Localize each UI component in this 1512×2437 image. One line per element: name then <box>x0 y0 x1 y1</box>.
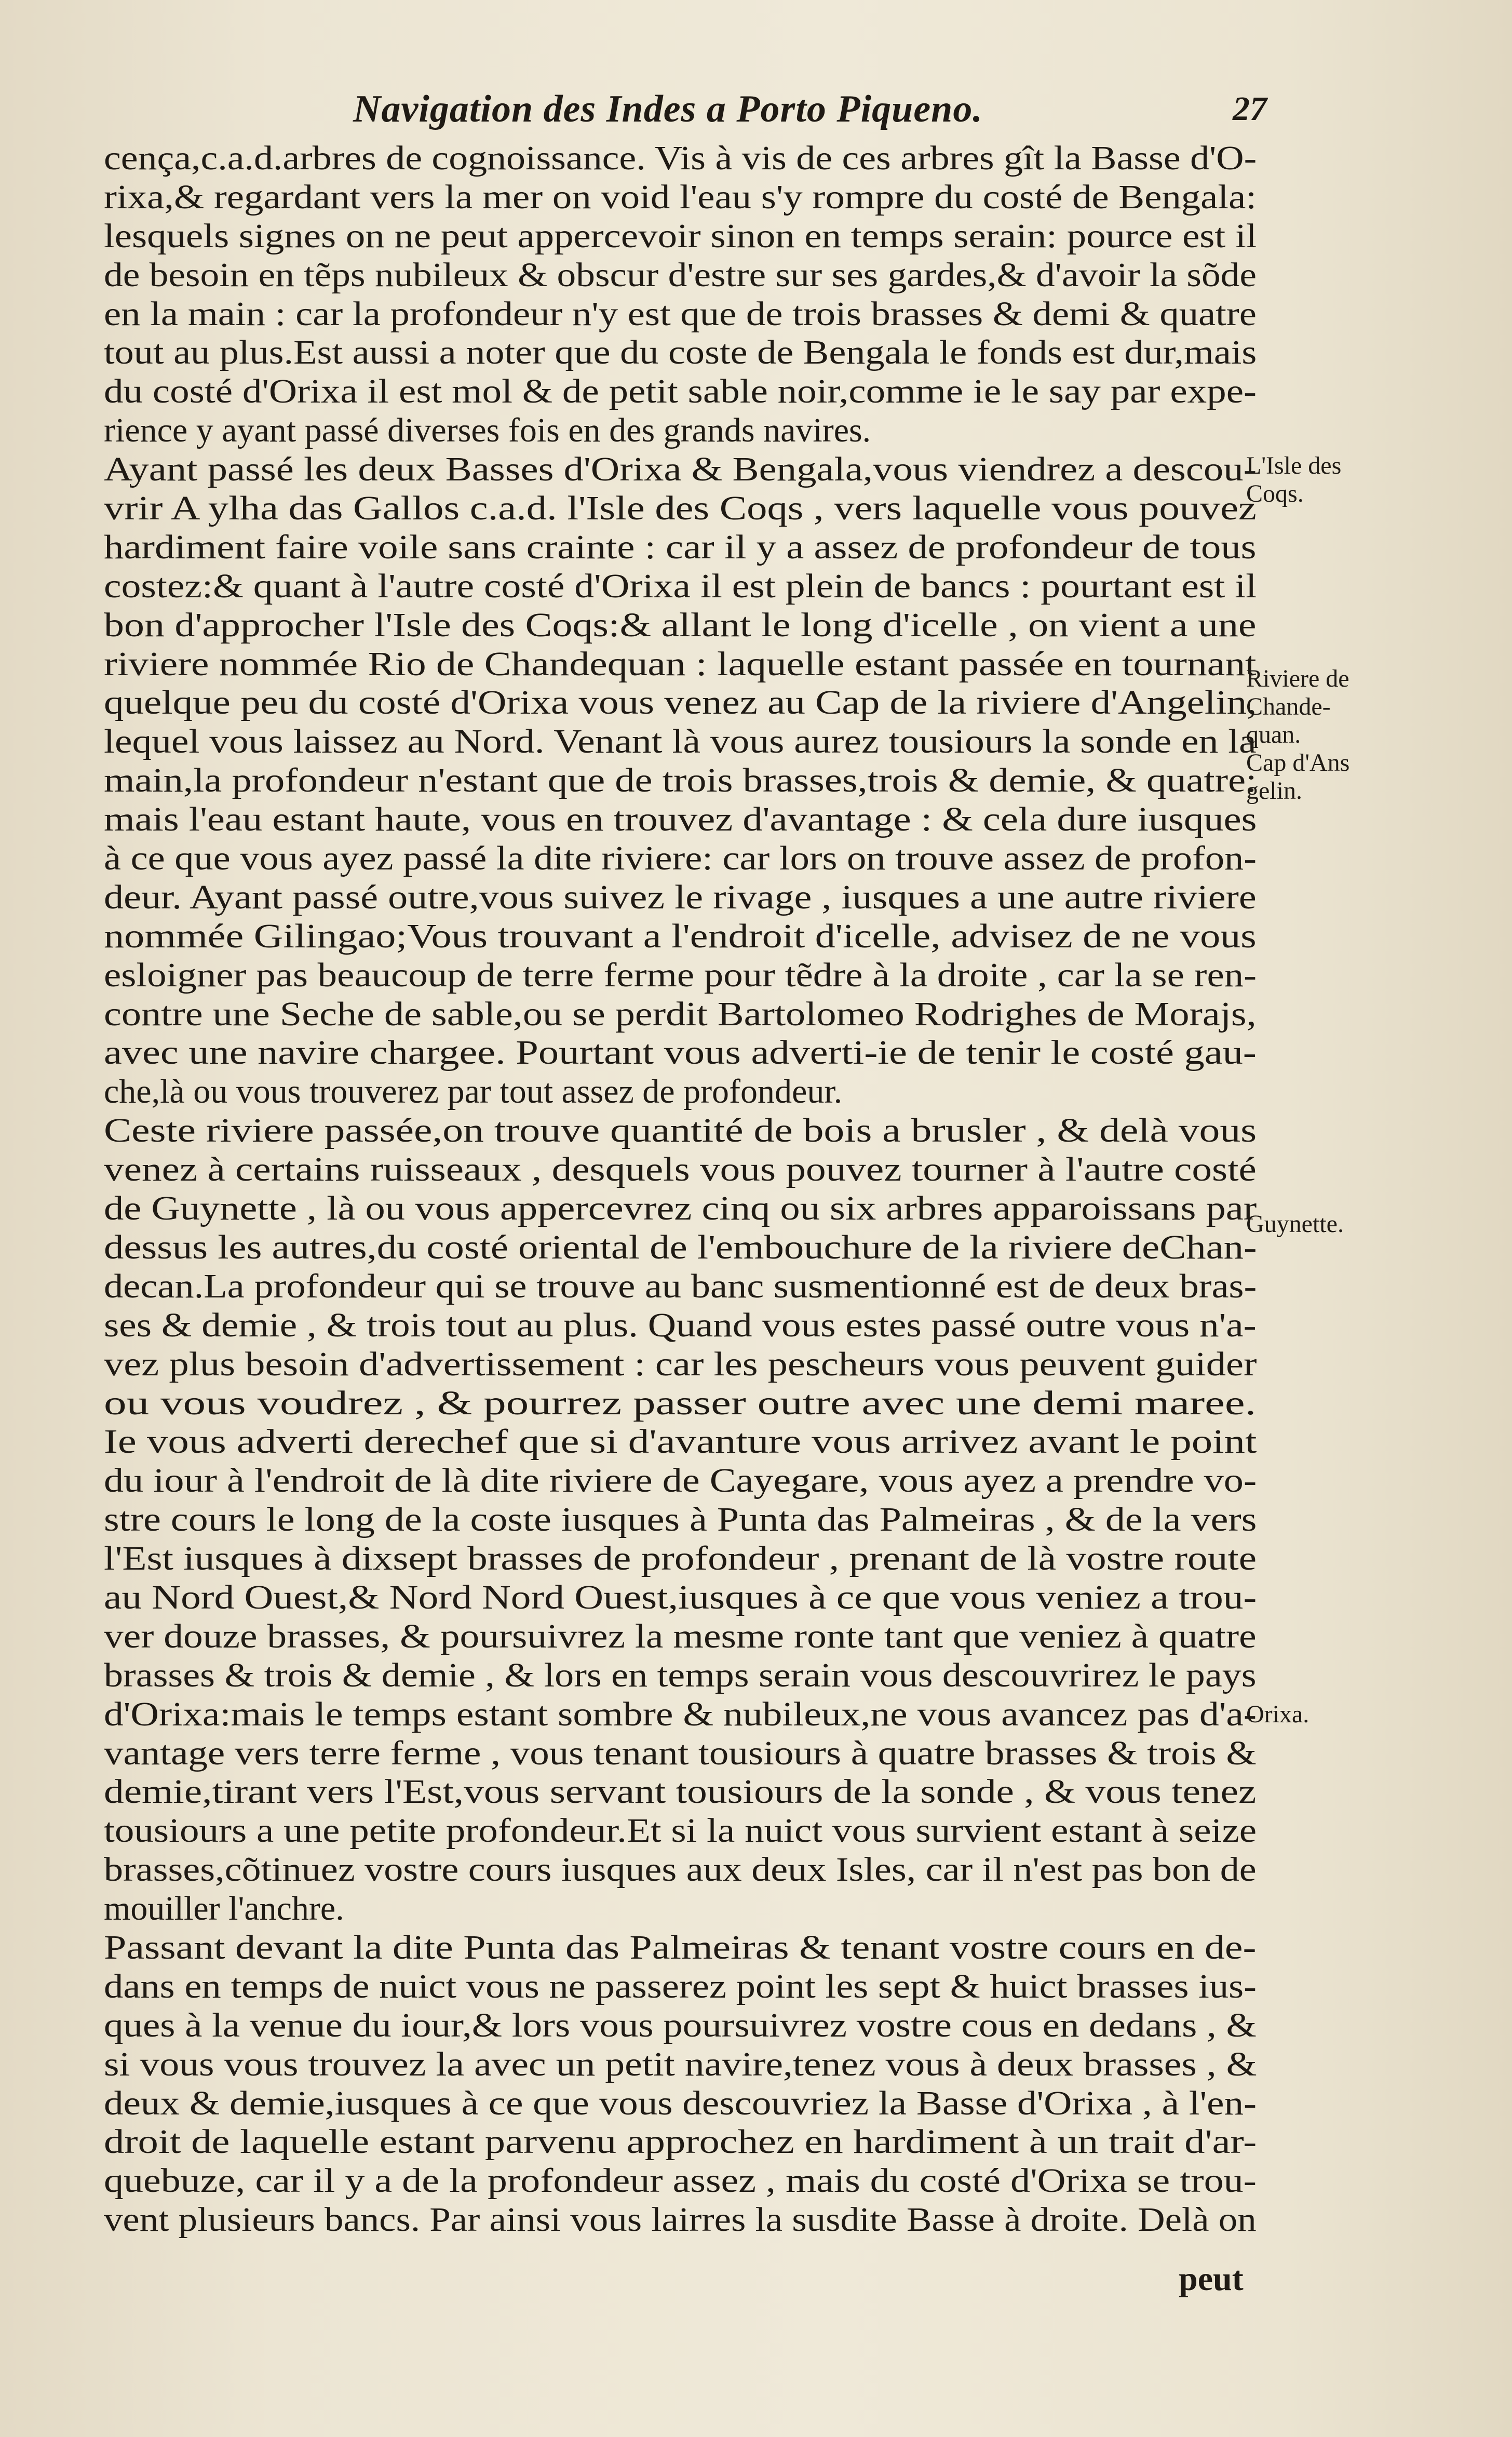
text-line: tousiours a une petite profondeur.Et si la nuict vous survient estant à seize <box>104 1812 1257 1850</box>
note-line: quan. <box>1246 721 1301 748</box>
text-line: deur. Ayant passé outre,vous suivez le rivage , iusques a une autre riviere <box>104 878 1257 916</box>
text-line: rience y ayant passé diverses fois en des grands navires. <box>104 411 871 450</box>
text-line: hardiment faire voile sans crainte : car il y a assez de profondeur de tous <box>104 528 1257 566</box>
note-line: Coqs. <box>1246 480 1304 507</box>
text-line: droit de laquelle estant parvenu approchez en hardiment à un trait d'ar- <box>104 2123 1257 2161</box>
text-line: ou vous voudrez , & pourrez passer outre avec une demi maree. <box>104 1384 1257 1422</box>
text-line: contre une Seche de sable,ou se perdit Bartolomeo Rodrighes de Morajs, <box>104 995 1257 1033</box>
text-line: ses & demie , & trois tout au plus. Quand vous estes passé outre vous n'a- <box>104 1306 1257 1344</box>
text-line: Ayant passé les deux Basses d'Orixa & Bengala,vous viendrez a descou- <box>104 450 1257 489</box>
note-line: Cap d'Ans <box>1246 749 1350 776</box>
text-line: riviere nommée Rio de Chandequan : laquelle estant passée en tournant <box>104 645 1257 683</box>
text-line: bon d'approcher l'Isle des Coqs:& allant le long d'icelle , on vient a une <box>104 606 1257 644</box>
body-text <box>104 139 1257 2240</box>
note-line: gelin. <box>1246 777 1302 805</box>
text-line: de Guynette , là ou vous appercevrez cinq ou six arbres apparoissans par <box>104 1189 1257 1228</box>
marginal-note-isle-des-coqs <box>1246 452 1402 508</box>
note-line: Guynette. <box>1246 1210 1344 1238</box>
text-line: Ceste riviere passée,on trouve quantité de bois a brusler , & delà vous <box>104 1112 1257 1150</box>
note-line: L'Isle des <box>1246 452 1342 479</box>
text-line: à ce que vous ayez passé la dite riviere: car lors on trouve assez de profon- <box>104 839 1257 878</box>
marginal-note-cap-angelin <box>1246 749 1402 805</box>
text-line: quebuze, car il y a de la profondeur assez , mais du costé d'Orixa se trou- <box>104 2162 1257 2200</box>
page-number: 27 <box>1233 90 1267 128</box>
text-line: ver douze brasses, & poursuivrez la mesme ronte tant que veniez à quatre <box>104 1617 1257 1655</box>
text-line: si vous vous trouvez la avec un petit navire,tenez vous à deux brasses , & <box>104 2045 1257 2083</box>
text-line: nommée Gilingao;Vous trouvant a l'endroit d'icelle, advisez de ne vous <box>104 917 1257 955</box>
text-line: stre cours le long de la coste iusques à Punta das Palmeiras , & de la vers <box>104 1501 1257 1539</box>
text-line: mais l'eau estant haute, vous en trouvez d'avantage : & cela dure iusques <box>104 800 1257 839</box>
text-line: ques à la venue du iour,& lors vous poursuivrez vostre cous en dedans , & <box>104 2006 1257 2044</box>
text-line: esloigner pas beaucoup de terre ferme pour tẽdre à la droite , car la se ren- <box>104 956 1257 994</box>
text-line: l'Est iusques à dixsept brasses de profondeur , prenant de là vostre route <box>104 1539 1257 1578</box>
note-line: Chande- <box>1246 693 1331 720</box>
text-line: brasses,cõtinuez vostre cours iusques aux deux Isles, car il n'est pas bon de <box>104 1851 1257 1889</box>
text-line: cença,c.a.d.arbres de cognoissance. Vis à vis de ces arbres gît la Basse d'O- <box>104 139 1257 177</box>
text-line: vrir A ylha das Gallos c.a.d. l'Isle des Coqs , vers laquelle vous pouvez <box>104 489 1257 528</box>
text-line: en la main : car la profondeur n'y est que de trois brasses & demi & quatre <box>104 294 1257 333</box>
text-line: quelque peu du costé d'Orixa vous venez au Cap de la riviere d'Angelin, <box>104 684 1257 722</box>
text-line: d'Orixa:mais le temps estant sombre & nubileux,ne vous avancez pas d'a- <box>104 1695 1257 1733</box>
text-line: costez:& quant à l'autre costé d'Orixa il est plein de bancs : pourtant est il <box>104 567 1257 605</box>
text-line: che,là ou vous trouverez par tout assez de profondeur. <box>104 1073 843 1111</box>
text-line: venez à certains ruisseaux , desquels vous pouvez tourner à l'autre costé <box>104 1150 1257 1189</box>
text-line: Passant devant la dite Punta das Palmeiras & tenant vostre cours en de- <box>104 1928 1257 1966</box>
text-line: vez plus besoin d'advertissement : car les pescheurs vous peuvent guider <box>104 1345 1257 1383</box>
text-line: brasses & trois & demie , & lors en temps serain vous descouvrirez le pays <box>104 1656 1257 1694</box>
note-line: Riviere de <box>1246 665 1349 692</box>
text-line: lequel vous laissez au Nord. Venant là vous aurez tousiours la sonde en la <box>104 722 1257 761</box>
text-line: du iour à l'endroit de là dite riviere de Cayegare, vous ayez a prendre vo- <box>104 1462 1257 1500</box>
text-line: vent plusieurs bancs. Par ainsi vous lairres la susdite Basse à droite. Delà on <box>104 2201 1257 2239</box>
catchword: peut <box>1179 2260 1244 2298</box>
text-line: rixa,& regardant vers la mer on void l'eau s'y rompre du costé de Bengala: <box>104 178 1257 216</box>
text-line: deux & demie,iusques à ce que vous descouvriez la Basse d'Orixa , à l'en- <box>104 2084 1257 2122</box>
marginal-note-riviere-chandequan <box>1246 665 1402 749</box>
marginal-note-orixa <box>1246 1700 1402 1729</box>
page-header <box>104 78 1267 140</box>
text-line: lesquels signes on ne peut appercevoir sinon en temps serain: pource est il <box>104 217 1257 255</box>
text-line: tout au plus.Est aussi a noter que du coste de Bengala le fonds est dur,mais <box>104 333 1257 372</box>
text-line: de besoin en tẽps nubileux & obscur d'estre sur ses gardes,& d'avoir la sõde <box>104 256 1257 294</box>
text-line: avec une navire chargee. Pourtant vous adverti-ie de tenir le costé gau- <box>104 1034 1257 1072</box>
marginal-note-guynette <box>1246 1210 1402 1238</box>
text-line: main,la profondeur n'estant que de trois brasses,trois & demie, & quatre: <box>104 761 1257 800</box>
text-line: mouiller l'anchre. <box>104 1890 344 1928</box>
text-line: dessus les autres,du costé oriental de l'embouchure de la riviere deChan- <box>104 1228 1257 1266</box>
text-line: au Nord Ouest,& Nord Nord Ouest,iusques à ce que vous veniez a trou- <box>104 1578 1257 1616</box>
note-line: Orixa. <box>1246 1700 1310 1728</box>
text-line: Ie vous adverti derechef que si d'avanture vous arrivez avant le point <box>104 1423 1257 1461</box>
text-line: decan.La profondeur qui se trouve au banc susmentionné est de deux bras- <box>104 1267 1257 1305</box>
running-title: Navigation des Indes a Porto Piqueno. <box>353 88 983 130</box>
text-line: demie,tirant vers l'Est,vous servant tousiours de la sonde , & vous tenez <box>104 1773 1257 1811</box>
text-line: dans en temps de nuict vous ne passerez point les sept & huict brasses ius- <box>104 1967 1257 2005</box>
text-line: du costé d'Orixa il est mol & de petit sable noir,comme ie le say par expe- <box>104 372 1257 411</box>
text-line: vantage vers terre ferme , vous tenant tousiours à quatre brasses & trois & <box>104 1734 1257 1772</box>
